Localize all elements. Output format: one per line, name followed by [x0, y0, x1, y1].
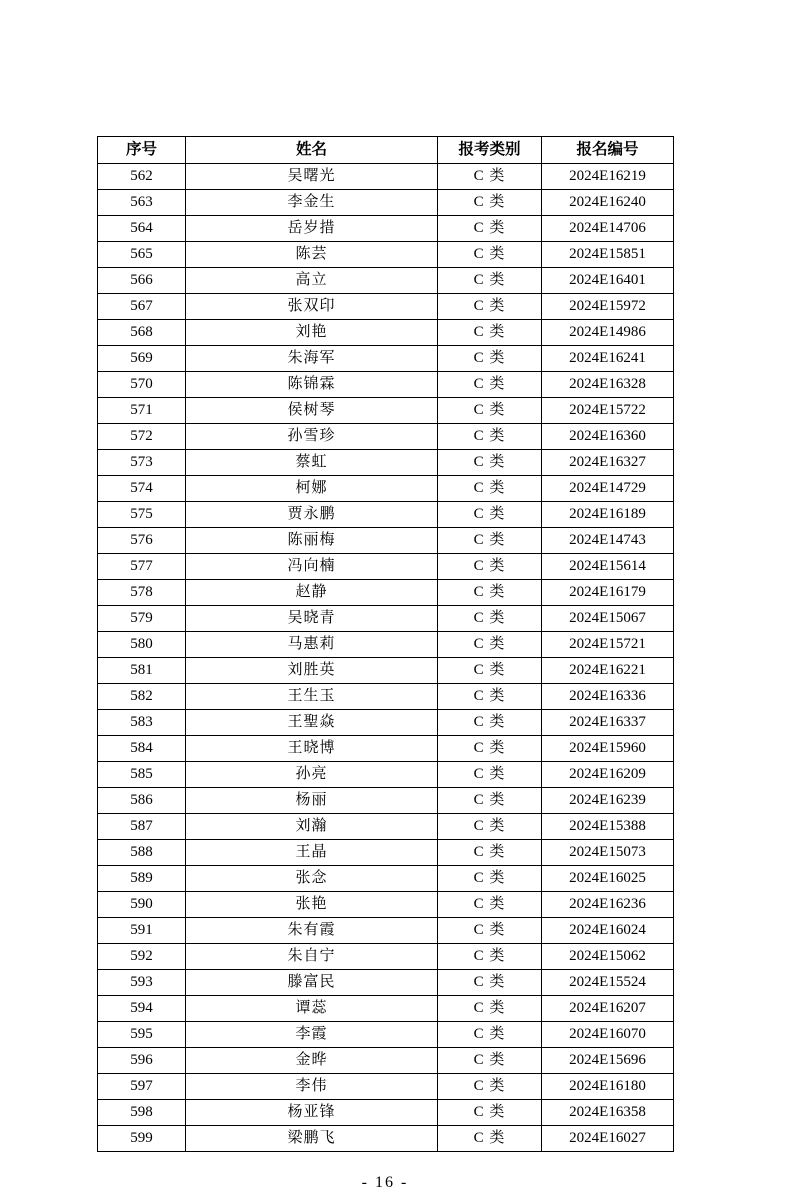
cell-index: 577: [98, 554, 186, 580]
cell-category: C 类: [438, 710, 542, 736]
cell-category: C 类: [438, 424, 542, 450]
cell-name: 金晔: [186, 1048, 438, 1074]
cell-index: 566: [98, 268, 186, 294]
cell-index: 564: [98, 216, 186, 242]
cell-category: C 类: [438, 996, 542, 1022]
cell-registration-number: 2024E16241: [542, 346, 674, 372]
cell-index: 578: [98, 580, 186, 606]
table-row: [98, 320, 674, 346]
cell-registration-number: 2024E15062: [542, 944, 674, 970]
cell-name: 王生玉: [186, 684, 438, 710]
cell-name: 刘艳: [186, 320, 438, 346]
table-row: [98, 736, 674, 762]
cell-name: 王晶: [186, 840, 438, 866]
table-row: [98, 424, 674, 450]
table-row: [98, 476, 674, 502]
table-row: [98, 294, 674, 320]
cell-index: 572: [98, 424, 186, 450]
cell-registration-number: 2024E16180: [542, 1074, 674, 1100]
cell-category: C 类: [438, 190, 542, 216]
cell-category: C 类: [438, 632, 542, 658]
cell-index: 590: [98, 892, 186, 918]
cell-category: C 类: [438, 1048, 542, 1074]
cell-index: 571: [98, 398, 186, 424]
cell-category: C 类: [438, 840, 542, 866]
cell-index: 586: [98, 788, 186, 814]
cell-name: 杨丽: [186, 788, 438, 814]
cell-index: 585: [98, 762, 186, 788]
table-row: [98, 710, 674, 736]
cell-category: C 类: [438, 164, 542, 190]
cell-registration-number: 2024E15524: [542, 970, 674, 996]
cell-name: 王晓博: [186, 736, 438, 762]
table-row: [98, 996, 674, 1022]
cell-category: C 类: [438, 554, 542, 580]
cell-registration-number: 2024E16327: [542, 450, 674, 476]
cell-category: C 类: [438, 398, 542, 424]
cell-index: 562: [98, 164, 186, 190]
cell-registration-number: 2024E16209: [542, 762, 674, 788]
cell-name: 李伟: [186, 1074, 438, 1100]
cell-name: 朱自宁: [186, 944, 438, 970]
table-row: [98, 1074, 674, 1100]
cell-registration-number: 2024E16219: [542, 164, 674, 190]
cell-name: 吴晓青: [186, 606, 438, 632]
table-row: [98, 242, 674, 268]
table-row: [98, 398, 674, 424]
cell-name: 冯向楠: [186, 554, 438, 580]
cell-registration-number: 2024E16207: [542, 996, 674, 1022]
cell-index: 587: [98, 814, 186, 840]
cell-category: C 类: [438, 294, 542, 320]
table-row: [98, 944, 674, 970]
cell-registration-number: 2024E16236: [542, 892, 674, 918]
cell-registration-number: 2024E15721: [542, 632, 674, 658]
cell-category: C 类: [438, 320, 542, 346]
applicant-roster-table: [97, 136, 674, 1152]
cell-index: 596: [98, 1048, 186, 1074]
cell-registration-number: 2024E15696: [542, 1048, 674, 1074]
cell-index: 565: [98, 242, 186, 268]
cell-name: 柯娜: [186, 476, 438, 502]
table-row: [98, 762, 674, 788]
cell-category: C 类: [438, 1074, 542, 1100]
table-header-row: [98, 137, 674, 164]
cell-name: 贾永鹏: [186, 502, 438, 528]
cell-index: 583: [98, 710, 186, 736]
cell-index: 591: [98, 918, 186, 944]
cell-category: C 类: [438, 476, 542, 502]
cell-registration-number: 2024E16239: [542, 788, 674, 814]
table-row: [98, 164, 674, 190]
cell-registration-number: 2024E16401: [542, 268, 674, 294]
table-row: [98, 554, 674, 580]
cell-category: C 类: [438, 242, 542, 268]
page-number: - 16 -: [361, 1174, 409, 1191]
cell-category: C 类: [438, 1126, 542, 1152]
cell-index: 594: [98, 996, 186, 1022]
cell-registration-number: 2024E16360: [542, 424, 674, 450]
cell-name: 李霞: [186, 1022, 438, 1048]
table-row: [98, 684, 674, 710]
cell-index: 580: [98, 632, 186, 658]
table-row: [98, 658, 674, 684]
table-row: [98, 788, 674, 814]
column-header-name: 姓名: [186, 137, 438, 164]
cell-category: C 类: [438, 450, 542, 476]
cell-registration-number: 2024E15851: [542, 242, 674, 268]
table-row: [98, 346, 674, 372]
cell-category: C 类: [438, 528, 542, 554]
table-row: [98, 502, 674, 528]
table-row: [98, 866, 674, 892]
cell-category: C 类: [438, 866, 542, 892]
cell-name: 王聖焱: [186, 710, 438, 736]
cell-name: 孙雪珍: [186, 424, 438, 450]
cell-name: 谭蕊: [186, 996, 438, 1022]
cell-index: 567: [98, 294, 186, 320]
cell-name: 陈芸: [186, 242, 438, 268]
column-header-category: 报考类别: [438, 137, 542, 164]
cell-registration-number: 2024E15972: [542, 294, 674, 320]
table-row: [98, 1022, 674, 1048]
cell-index: 584: [98, 736, 186, 762]
cell-category: C 类: [438, 216, 542, 242]
cell-index: 595: [98, 1022, 186, 1048]
cell-name: 张艳: [186, 892, 438, 918]
cell-registration-number: 2024E16189: [542, 502, 674, 528]
cell-category: C 类: [438, 736, 542, 762]
cell-category: C 类: [438, 970, 542, 996]
table-row: [98, 632, 674, 658]
cell-index: 569: [98, 346, 186, 372]
cell-category: C 类: [438, 502, 542, 528]
cell-category: C 类: [438, 1100, 542, 1126]
cell-name: 赵静: [186, 580, 438, 606]
table-row: [98, 970, 674, 996]
cell-index: 589: [98, 866, 186, 892]
cell-registration-number: 2024E16025: [542, 866, 674, 892]
cell-name: 刘瀚: [186, 814, 438, 840]
table-row: [98, 606, 674, 632]
cell-registration-number: 2024E16336: [542, 684, 674, 710]
cell-registration-number: 2024E15073: [542, 840, 674, 866]
table-row: [98, 216, 674, 242]
cell-registration-number: 2024E15960: [542, 736, 674, 762]
cell-index: 579: [98, 606, 186, 632]
table-row: [98, 918, 674, 944]
cell-registration-number: 2024E16070: [542, 1022, 674, 1048]
cell-name: 刘胜英: [186, 658, 438, 684]
cell-registration-number: 2024E15614: [542, 554, 674, 580]
cell-registration-number: 2024E16024: [542, 918, 674, 944]
cell-index: 575: [98, 502, 186, 528]
cell-registration-number: 2024E16179: [542, 580, 674, 606]
cell-name: 朱有霞: [186, 918, 438, 944]
table-body: [98, 164, 674, 1152]
table-row: [98, 892, 674, 918]
cell-registration-number: 2024E16240: [542, 190, 674, 216]
table-row: [98, 268, 674, 294]
table-row: [98, 1126, 674, 1152]
cell-name: 陈丽梅: [186, 528, 438, 554]
cell-name: 马惠莉: [186, 632, 438, 658]
table-row: [98, 450, 674, 476]
cell-name: 岳岁措: [186, 216, 438, 242]
cell-category: C 类: [438, 1022, 542, 1048]
cell-name: 孙亮: [186, 762, 438, 788]
cell-registration-number: 2024E14986: [542, 320, 674, 346]
cell-name: 李金生: [186, 190, 438, 216]
table-row: [98, 840, 674, 866]
cell-registration-number: 2024E15722: [542, 398, 674, 424]
cell-index: 588: [98, 840, 186, 866]
cell-registration-number: 2024E16027: [542, 1126, 674, 1152]
cell-index: 563: [98, 190, 186, 216]
cell-category: C 类: [438, 658, 542, 684]
cell-index: 581: [98, 658, 186, 684]
cell-index: 598: [98, 1100, 186, 1126]
cell-index: 597: [98, 1074, 186, 1100]
cell-category: C 类: [438, 944, 542, 970]
table-row: [98, 528, 674, 554]
cell-category: C 类: [438, 346, 542, 372]
cell-index: 568: [98, 320, 186, 346]
cell-registration-number: 2024E14706: [542, 216, 674, 242]
cell-name: 蔡虹: [186, 450, 438, 476]
cell-category: C 类: [438, 684, 542, 710]
cell-registration-number: 2024E14729: [542, 476, 674, 502]
cell-name: 陈锦霖: [186, 372, 438, 398]
cell-name: 侯树琴: [186, 398, 438, 424]
cell-name: 滕富民: [186, 970, 438, 996]
cell-index: 592: [98, 944, 186, 970]
table-row: [98, 814, 674, 840]
cell-category: C 类: [438, 918, 542, 944]
cell-name: 吴曙光: [186, 164, 438, 190]
cell-category: C 类: [438, 268, 542, 294]
cell-index: 576: [98, 528, 186, 554]
cell-registration-number: 2024E16358: [542, 1100, 674, 1126]
column-header-index: 序号: [98, 137, 186, 164]
cell-index: 570: [98, 372, 186, 398]
table-header: [98, 137, 674, 164]
cell-registration-number: 2024E16337: [542, 710, 674, 736]
cell-name: 朱海军: [186, 346, 438, 372]
cell-category: C 类: [438, 762, 542, 788]
cell-category: C 类: [438, 372, 542, 398]
cell-name: 张双印: [186, 294, 438, 320]
cell-name: 梁鹏飞: [186, 1126, 438, 1152]
table-row: [98, 372, 674, 398]
cell-category: C 类: [438, 606, 542, 632]
column-header-registration-number: 报名编号: [542, 137, 674, 164]
cell-name: 张念: [186, 866, 438, 892]
cell-category: C 类: [438, 788, 542, 814]
cell-index: 574: [98, 476, 186, 502]
cell-registration-number: 2024E15067: [542, 606, 674, 632]
cell-name: 高立: [186, 268, 438, 294]
cell-index: 573: [98, 450, 186, 476]
cell-category: C 类: [438, 580, 542, 606]
cell-index: 599: [98, 1126, 186, 1152]
cell-index: 593: [98, 970, 186, 996]
table-row: [98, 580, 674, 606]
cell-category: C 类: [438, 892, 542, 918]
cell-registration-number: 2024E16328: [542, 372, 674, 398]
cell-index: 582: [98, 684, 186, 710]
cell-name: 杨亚锋: [186, 1100, 438, 1126]
cell-registration-number: 2024E14743: [542, 528, 674, 554]
table-row: [98, 190, 674, 216]
cell-registration-number: 2024E15388: [542, 814, 674, 840]
cell-registration-number: 2024E16221: [542, 658, 674, 684]
cell-category: C 类: [438, 814, 542, 840]
table-row: [98, 1048, 674, 1074]
